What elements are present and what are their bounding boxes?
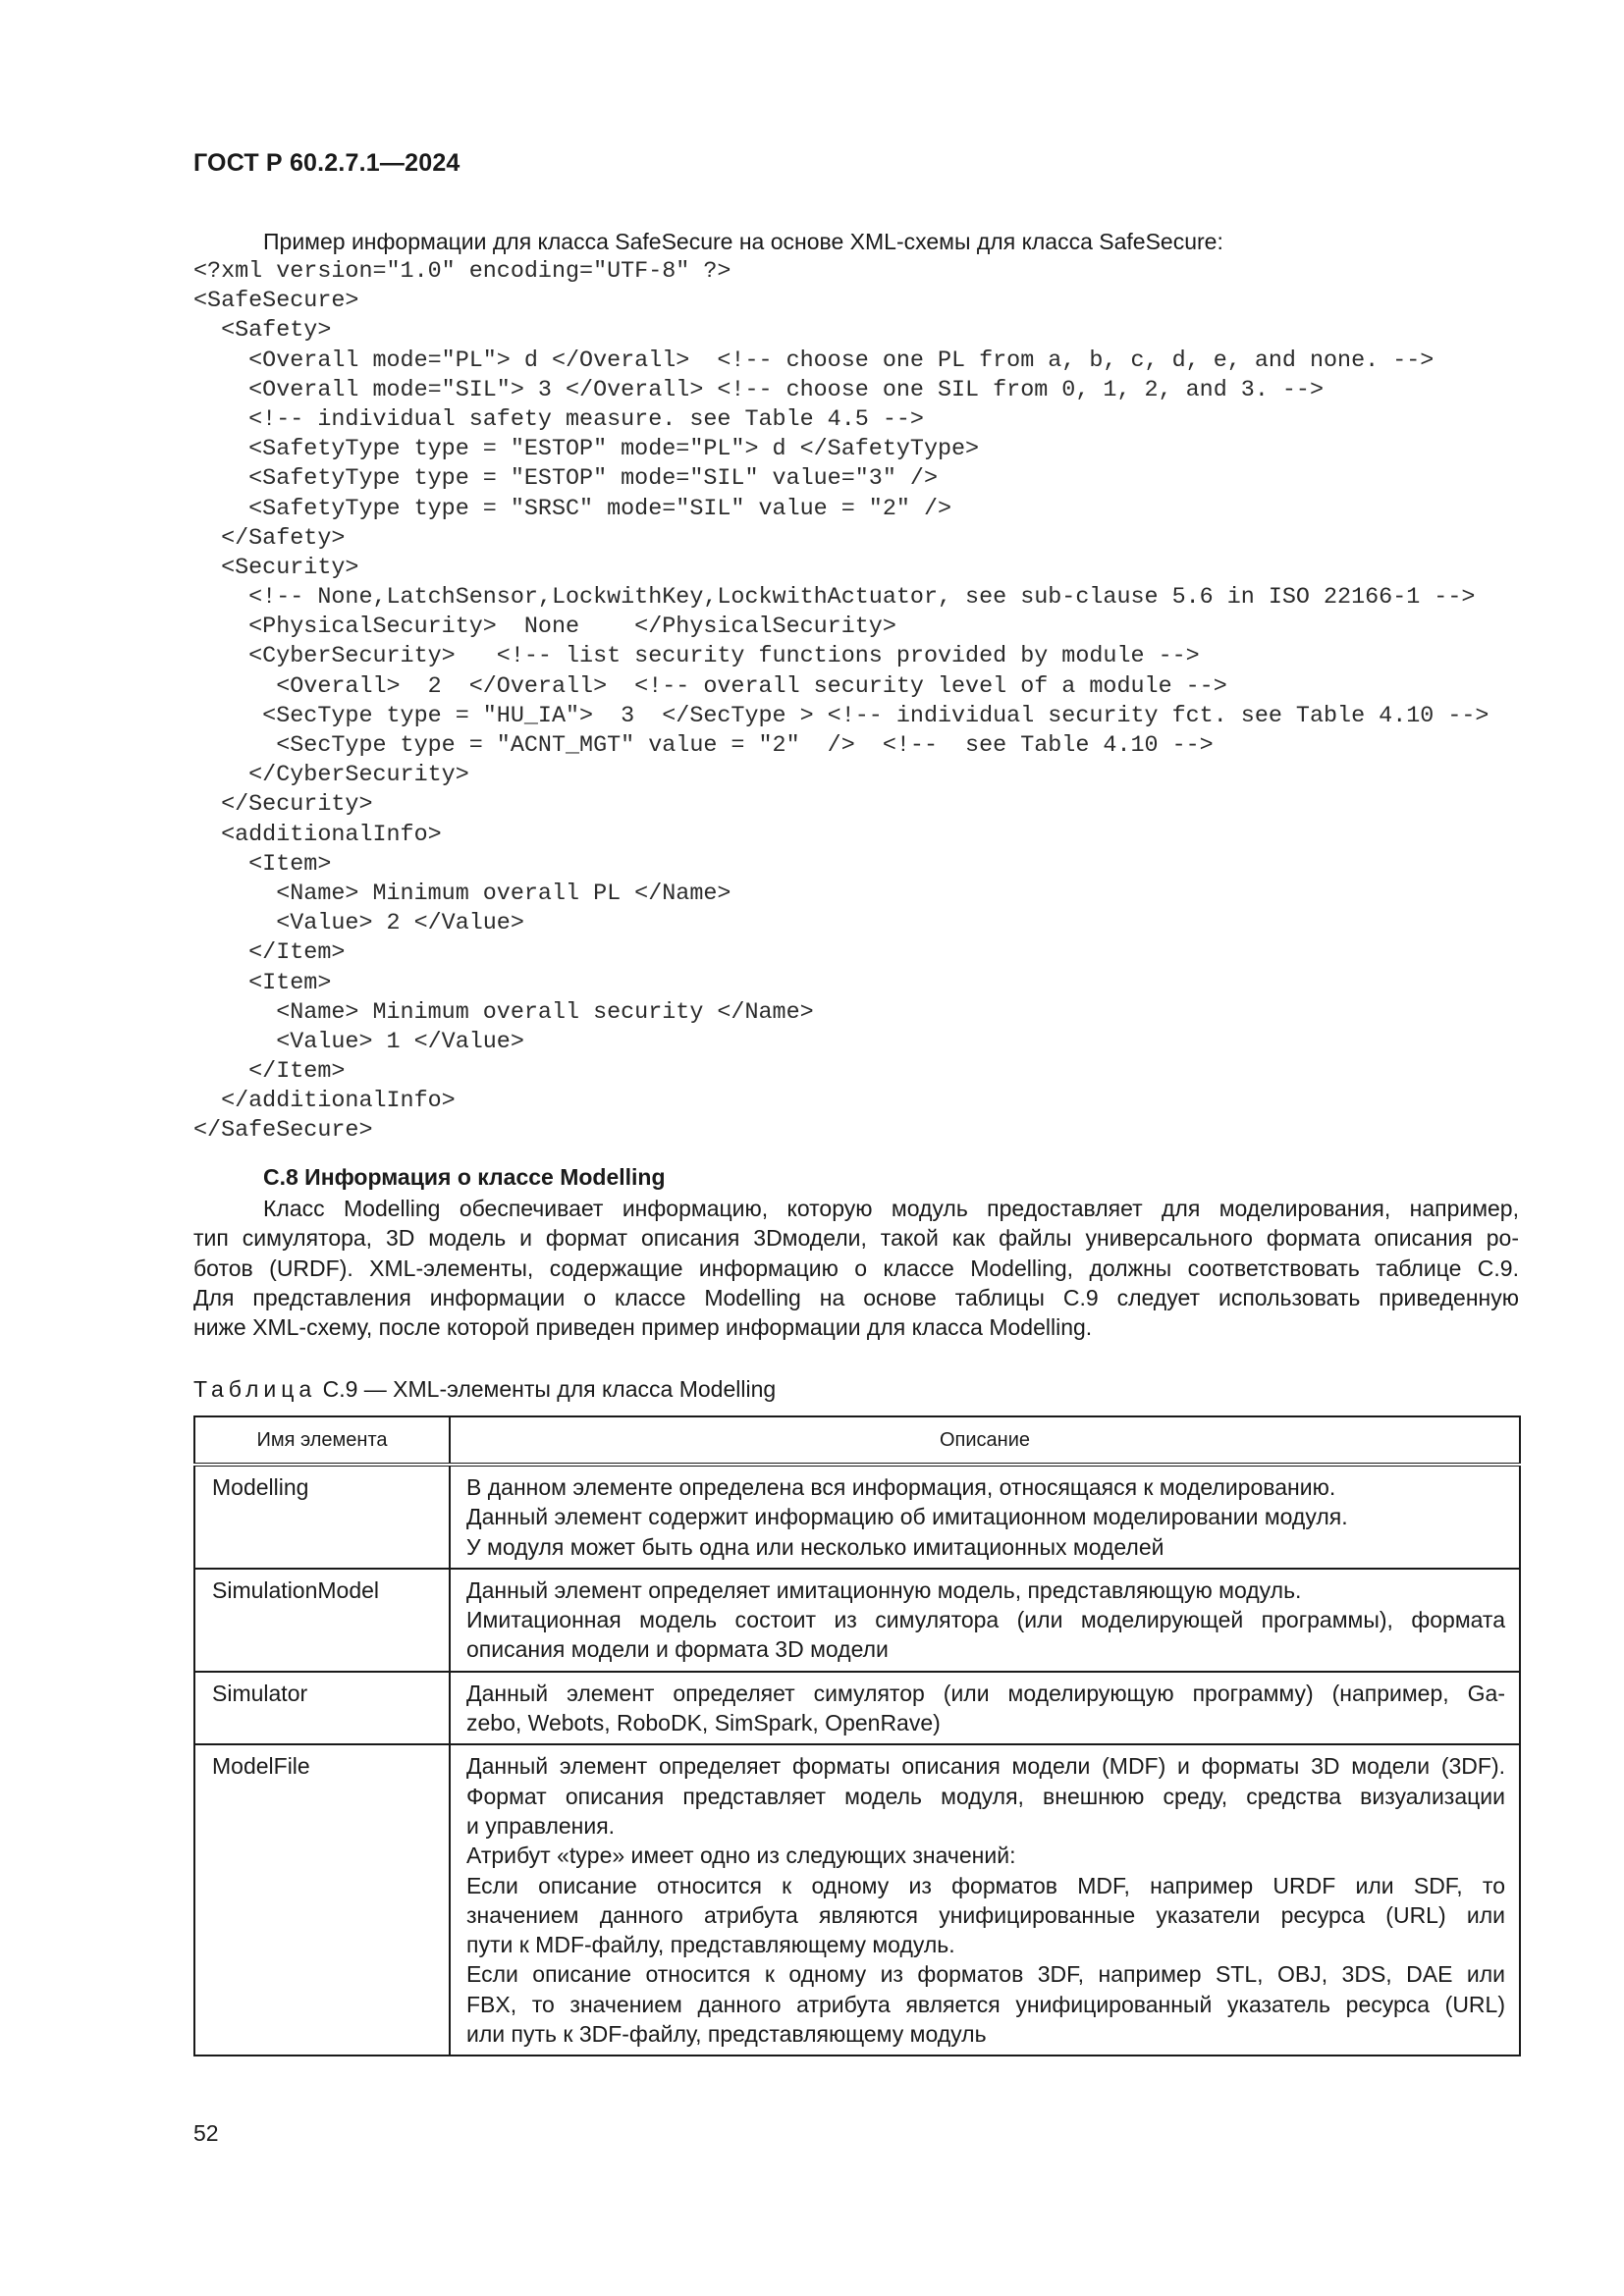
code-line: </Safety> — [193, 525, 346, 552]
code-line: <PhysicalSecurity> None </PhysicalSecurity> — [193, 614, 896, 641]
standard-designation: ГОСТ Р 60.2.7.1—2024 — [193, 149, 460, 177]
description-line: Данный элемент определяет симулятор (или моделирующую программу) (например, Ga- — [466, 1680, 1505, 1706]
table-caption — [193, 1376, 776, 1403]
description-line: и управления. — [466, 1812, 616, 1839]
paragraph-line: ниже XML-схему, после которой приведен пример информации для класса Modelling. — [193, 1314, 1093, 1341]
element-name-cell: ModelFile — [194, 1744, 450, 2056]
description-line: У модуля может быть одна или несколько имитационных моделей — [466, 1533, 1164, 1560]
table-header-row — [194, 1416, 1520, 1465]
description-line: zebo, Webots, RoboDK, SimSpark, OpenRave) — [466, 1710, 941, 1736]
description-line: Данный элемент определяет форматы описания модели (MDF) и форматы 3D модели (3DF). — [466, 1753, 1505, 1780]
code-line: <!-- individual safety measure. see Table 4.5 --> — [193, 406, 924, 433]
code-line: <CyberSecurity> <!-- list security functions provided by module --> — [193, 644, 1200, 670]
element-description-cell — [450, 1465, 1520, 1569]
code-line: </CyberSecurity> — [193, 763, 469, 789]
page-number: 52 — [193, 2120, 219, 2146]
element-name-cell: SimulationModel — [194, 1569, 450, 1672]
element-description-cell — [450, 1672, 1520, 1745]
xml-elements-table — [193, 1415, 1521, 2056]
code-line: </Item> — [193, 940, 346, 967]
code-line: <Overall mode="PL"> d </Overall> <!-- choose one PL from a, b, c, d, e, and none. --> — [193, 347, 1435, 374]
description-line: Если описание относится к одному из форматов MDF, например URDF или SDF, то — [466, 1872, 1505, 1898]
xml-code-block — [193, 257, 1489, 1147]
description-line: или путь к 3DF-файлу, представляющему модуль — [466, 2021, 987, 2048]
table-row — [194, 1744, 1520, 2056]
code-line: <Name> Minimum overall PL </Name> — [193, 881, 731, 907]
element-name-cell: Simulator — [194, 1672, 450, 1745]
element-description-cell — [450, 1569, 1520, 1672]
description-line: Данный элемент определяет имитационную модель, представляющую модуль. — [466, 1576, 1302, 1603]
column-header-description: Описание — [450, 1416, 1520, 1465]
description-line: Если описание относится к одному из форматов 3DF, например STL, OBJ, 3DS, DAE или — [466, 1961, 1505, 1988]
description-line: Атрибут «type» имеет одно из следующих значений: — [466, 1842, 1016, 1869]
description-line: Данный элемент содержит информацию об имитационном моделировании модуля. — [466, 1504, 1348, 1530]
code-line: <Overall mode="SIL"> 3 </Overall> <!-- choose one SIL from 0, 1, 2, and 3. --> — [193, 377, 1325, 403]
code-line: <Value> 2 </Value> — [193, 911, 524, 937]
section-paragraph — [193, 1194, 1519, 1342]
table-caption-label: Таблица — [193, 1376, 317, 1402]
column-header-name: Имя элемента — [194, 1416, 450, 1465]
code-line: <additionalInfo> — [193, 822, 442, 848]
code-line: <SafetyType type = "ESTOP" mode="PL"> d </SafetyType> — [193, 437, 980, 463]
element-description-cell — [450, 1744, 1520, 2056]
paragraph-line: тип симулятора, 3D модель и формат описания 3Dмодели, такой как файлы универсального формата описания ро- — [193, 1225, 1519, 1252]
description-line: Формат описания представляет модель модуля, внешнюю среду, средства визуализации — [466, 1783, 1505, 1809]
table-row — [194, 1672, 1520, 1745]
code-line: <SafetyType type = "SRSC" mode="SIL" value = "2" /> — [193, 496, 952, 522]
code-line: </SafeSecure> — [193, 1118, 373, 1145]
code-line: <Item> — [193, 851, 332, 878]
code-line: <Safety> — [193, 318, 332, 345]
code-line: <?xml version="1.0" encoding="UTF-8" ?> — [193, 259, 731, 285]
table-row — [194, 1569, 1520, 1672]
code-line: </Security> — [193, 792, 373, 819]
code-line: <Item> — [193, 970, 332, 996]
code-line: <Value> 1 </Value> — [193, 1029, 524, 1055]
code-line: <SafetyType type = "ESTOP" mode="SIL" value="3" /> — [193, 466, 938, 493]
paragraph-line: ботов (URDF). XML-элементы, содержащие информацию о классе Modelling, должны соответствовать таблице С.9. — [193, 1255, 1519, 1281]
code-line: <SafeSecure> — [193, 289, 359, 315]
element-name-cell: Modelling — [194, 1465, 450, 1569]
description-line: значением данного атрибута являются унифицированные указатели ресурса (URL) или — [466, 1901, 1505, 1928]
example-intro-text: Пример информации для класса SafeSecure на основе XML-схемы для класса SafeSecure: — [263, 229, 1223, 254]
code-line: </Item> — [193, 1059, 346, 1086]
description-line: Имитационная модель состоит из симулятора (или моделирующей программы), формата — [466, 1607, 1505, 1633]
code-line: <SecType type = "HU_IA"> 3 </SecType > <!-- individual security fct. see Table 4.10 --> — [193, 703, 1489, 729]
code-line: <Overall> 2 </Overall> <!-- overall security level of a module --> — [193, 673, 1227, 700]
description-line: описания модели и формата 3D модели — [466, 1636, 889, 1663]
table-row — [194, 1465, 1520, 1569]
code-line: <Name> Minimum overall security </Name> — [193, 999, 814, 1026]
description-line: пути к MDF-файлу, представляющему модуль. — [466, 1932, 955, 1958]
description-line: FBX, то значением данного атрибута является унифицированный указатель ресурса (URL) — [466, 1991, 1505, 2017]
table-caption-text: С.9 — XML-элементы для класса Modelling — [322, 1376, 777, 1402]
paragraph-line: Класс Modelling обеспечивает информацию, которую модуль предоставляет для моделирования, например, — [263, 1196, 1519, 1221]
code-line: <!-- None,LatchSensor,LockwithKey,LockwithActuator, see sub-clause 5.6 in ISO 22166-1 --> — [193, 585, 1476, 612]
code-line: </additionalInfo> — [193, 1089, 456, 1115]
code-line: <Security> — [193, 555, 359, 581]
section-heading: С.8 Информация о классе Modelling — [263, 1164, 666, 1190]
paragraph-line: Для представления информации о классе Modelling на основе таблицы С.9 следует использовать приведенную — [193, 1284, 1519, 1310]
description-line: В данном элементе определена вся информация, относящаяся к моделированию. — [466, 1474, 1336, 1500]
code-line: <SecType type = "ACNT_MGT" value = "2" /> <!-- see Table 4.10 --> — [193, 733, 1214, 759]
